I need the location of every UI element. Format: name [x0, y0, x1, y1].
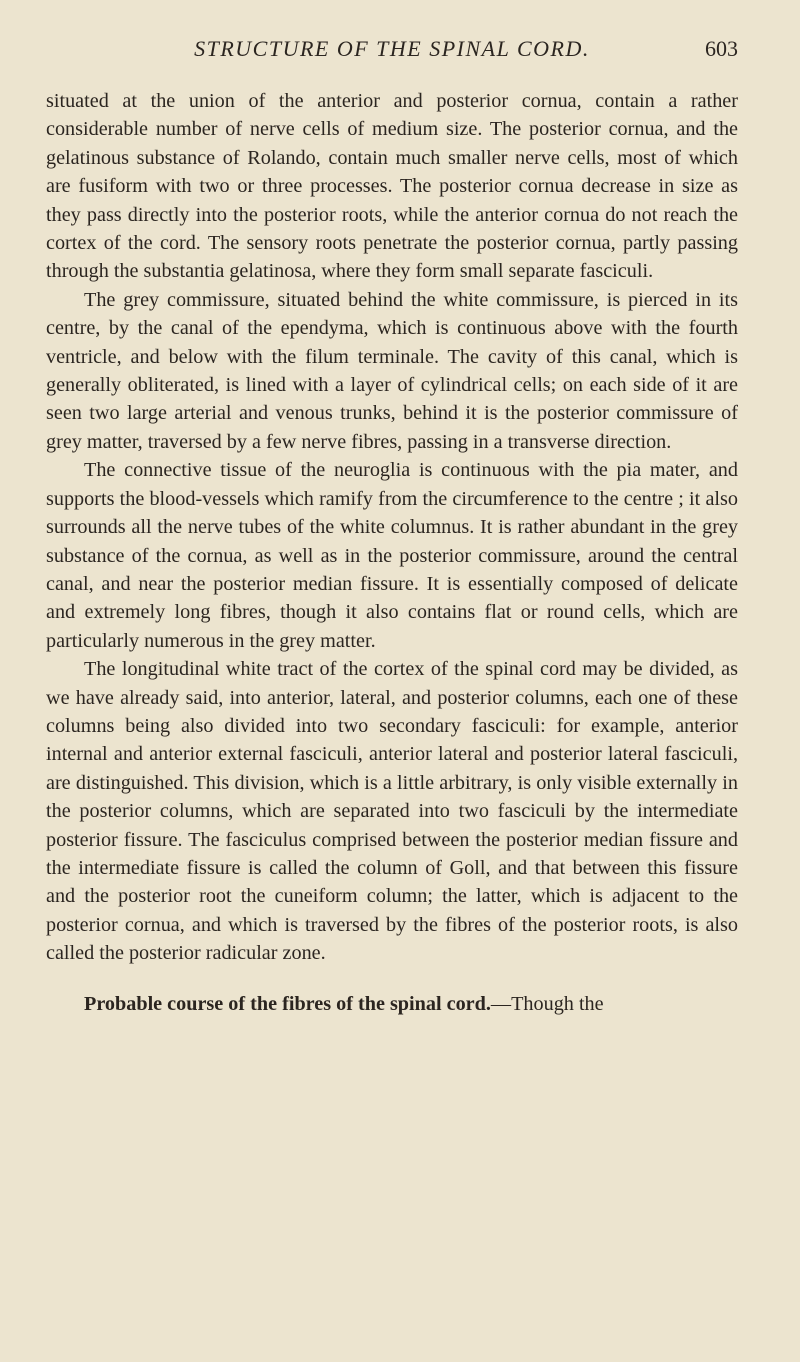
body-text	[46, 87, 738, 968]
running-title: STRUCTURE OF THE SPINAL CORD.	[194, 36, 590, 61]
section-heading-text: —Though the	[490, 992, 604, 1015]
running-head	[46, 36, 738, 76]
section-heading	[46, 990, 738, 1018]
paragraph-white-tract: The longitudinal white tract of the cortex of the spinal cord may be divided, as we have already said, into anterior, lateral, and posterior columns, each one of these columns being also divided into two secondary fasciculi: for example, anterior internal and anterior external fasciculi, anterior lateral and posterior lateral fasciculi, are distinguished. This division, which is a little arbitrary, is only visible externally in the posterior columns, which are separated into two fasciculi by the intermediate posterior fissure. The fasciculus comprised between the posterior median fissure and the intermediate fissure is called the column of Goll, and that between this fissure and the posterior root the cuneiform column; the latter, which is adjacent to the posterior cornua, and which is traversed by the fibres of the posterior roots, is also called the posterior radicular zone.	[46, 658, 738, 965]
page-number: 603	[705, 36, 738, 61]
paragraph-grey-commissure: The grey commissure, situated behind the white commissure, is pierced in its centre, by the canal of the ependyma, which is continuous above with the fourth ventricle, and below with the filum terminale. The cavity of this canal, which is generally obliterated, is lined with a layer of cylindrical cells; on each side of it are seen two large arterial and venous trunks, behind it is the posterior commissure of grey matter, traversed by a few nerve fibres, passing in a transverse direction.	[46, 288, 738, 453]
paragraph-neuroglia: The connective tissue of the neuroglia is continuous with the pia mater, and supports the blood-vessels which ramify from the circumference to the centre ; it also surrounds all the nerve tubes of the white columnus. It is rather abundant in the grey substance of the cornua, as well as in the posterior commissure, around the central canal, and near the posterior median fissure. It is essentially composed of delicate and extremely long fibres, though it also contains flat or round cells, which are particularly numerous in the grey matter.	[46, 459, 738, 652]
section-heading-label: Probable course of the fibres of the spinal cord.	[84, 992, 491, 1015]
paragraph-continuation: situated at the union of the anterior and posterior cornua, contain a rather considerable number of nerve cells of medium size. The posterior cornua, and the gelatinous substance of Rolando, contain much smaller nerve cells, most of which are fusiform with two or three processes. The posterior cornua decrease in size as they pass directly into the posterior roots, while the anterior cornua do not reach the cortex of the cord. The sensory roots penetrate the posterior cornua, partly passing through the substantia gelatinosa, where they form small separate fasciculi.	[46, 90, 738, 283]
